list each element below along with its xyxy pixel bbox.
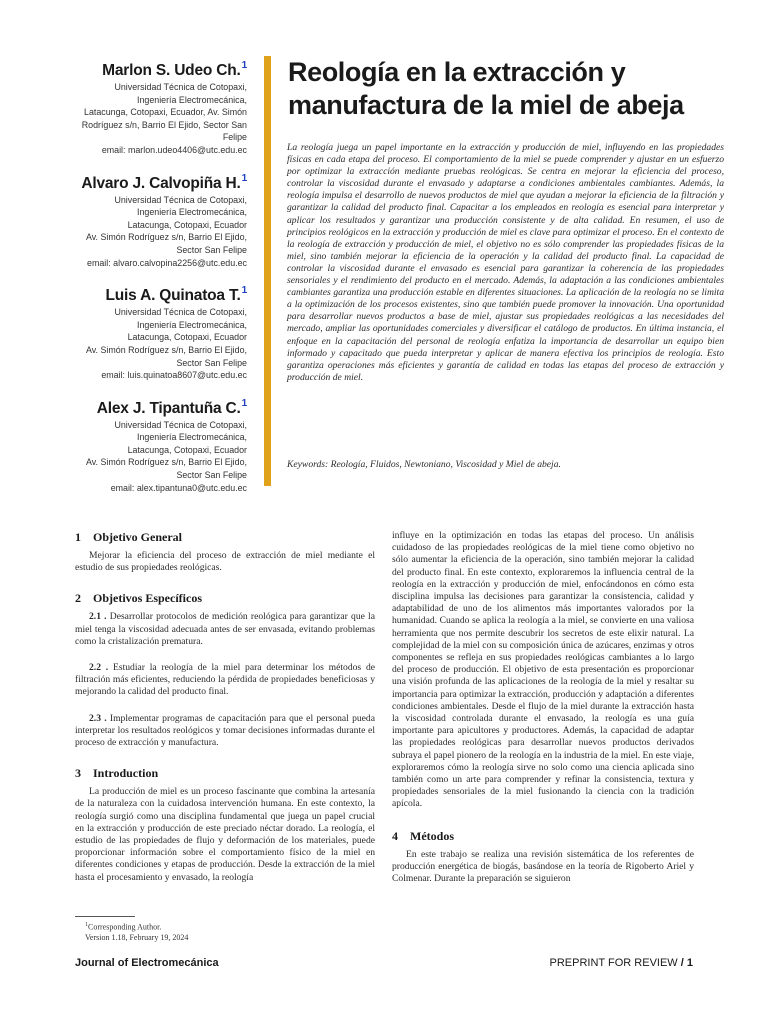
author-affiliation-line: Sector San Felipe (176, 470, 247, 481)
author-name: Alvaro J. Calvopiña H.$^1$ (81, 172, 247, 192)
section-paragraph: Mejorar la eficiencia del proceso de extracción de miel mediante el estudio de sus propiedades reológicas. (75, 550, 375, 574)
author-affiliation-line: Ingeniería Electromecánica, (136, 94, 247, 105)
author-affiliation-line: Felipe (222, 132, 247, 143)
author-affiliation-line: Sector San Felipe (176, 357, 247, 368)
objective-label: 2.2 . (89, 662, 109, 674)
left-column (75, 530, 375, 884)
abstract: La reología juega un papel importante en la extracción y producción de miel, influyendo en las propiedades físicas en cada etapa del proceso. El comportamiento de la miel se puede comprender y ajustar en un esfuerzo por optimizar la extracción mediante pruebas reológicas. Se centra en mejorar la eficiencia del proceso, controlar la viscosidad durante el envasado y adaptarse a condiciones ambientales cambiantes. Además, la reología impulsa el desarrollo de nuevos productos de miel que ayudan a mejorar la eficiencia de la filtración y garantizar la calidad del producto final. Capacitar a los empleados en reología es esencial para interpretar y aplicar los resultados y garantizar una producción consistente y de alta calidad. En resumen, el uso de principios reológicos en la extracción y producción de miel es clave para optimizar el proceso. En el contexto de la reología de extracción y producción de miel, el objetivo no es sólo comprender las propiedades físicas de la miel, sino también mejorar la eficiencia de la operación y la calidad del producto final. La capacidad de controlar la viscosidad durante el envasado es esencial para garantizar la coherencia de las propiedades sensoriales y el rendimiento del producto en el mercado. Además, la adaptación a las condiciones ambientales cambiantes garantiza una producción estable en diferentes situaciones. La aplicación de la reología no se limita a la optimización de los procesos existentes, sino que también puede promover la innovación. Una oportunidad para desarrollar nuevos productos a base de miel, ajustar sus propiedades reológicas a las necesidades del mercado, ampliar las oportunidades comerciales y diversificar el catálogo de productos. En última instancia, el enfoque en la capacitación del personal de reología enfatiza la importancia de desarrollar un equipo bien informado y capacitado que pueda interpretar y aplicar de manera efectiva los principios de reología. Esto garantiza operaciones más eficientes y garantía de calidad en todas las etapas del proceso de extracción y producción de miel. (287, 142, 724, 383)
authors-block (60, 56, 247, 506)
author-affiliation-line: Sector San Felipe (176, 244, 247, 255)
author-name: Marlon S. Udeo Ch.$^1$ (102, 60, 247, 79)
author-affiliation-line: Latacunga, Cotopaxi, Ecuador (127, 219, 247, 230)
page-status: PREPRINT FOR REVIEW / 1 (549, 957, 693, 969)
author-name: Alex J. Tipantuña C.$^1$ (96, 397, 247, 417)
author-footnote-mark[interactable]: 1 (241, 172, 247, 184)
author-entry (60, 394, 247, 495)
author-entry (60, 169, 247, 270)
author-footnote-mark[interactable]: 1 (241, 397, 247, 409)
author-affiliation-line: Universidad Técnica de Cotopaxi, (114, 419, 247, 430)
author-footnote-mark[interactable]: 1 (241, 285, 247, 297)
author-affiliation-line: Ingeniería Electromecánica, (136, 432, 247, 443)
author-name: Luis A. Quinatoa T.$^1$ (105, 285, 247, 305)
footnotes (75, 920, 375, 944)
right-column (392, 530, 694, 885)
footnote-version: Version 1.18, February 19, 2024 (85, 933, 189, 943)
section-paragraph: En este trabajo se realiza una revisión sistemática de los referentes de producción energética de biogás, basándose en la teoría de Rigoberto Ariel y Colmenar. Durante la preparación se siguieron (392, 848, 694, 885)
journal-name: Journal of Electromecánica (75, 957, 219, 969)
author-affiliation-line: Av. Simón Rodríguez s/n, Barrio El Ejido, (86, 457, 247, 468)
author-email[interactable]: email: alvaro.calvopina2256@utc.edu.ec (87, 257, 247, 268)
section-heading: 3 Introduction (75, 766, 159, 781)
author-affiliation-line: Universidad Técnica de Cotopaxi, (114, 307, 247, 318)
footnote-rule (75, 916, 135, 917)
author-affiliation-line: Latacunga, Cotopaxi, Ecuador (127, 332, 247, 343)
author-email[interactable]: email: marlon.udeo4406@utc.edu.ec (101, 144, 247, 155)
objective-item: 2.2 . Estudiar la reología de la miel para determinar los métodos de filtración más eficientes, reduciendo la pérdida de propiedades beneficiosas y mejorando la calidad del producto final. (75, 662, 376, 698)
keywords: Keywords: Reología, Fluidos, Newtoniano, Viscosidad y Miel de abeja. (287, 459, 561, 470)
author-affiliation-line: Rodríguez s/n, Barrio El Ejido, Sector San (81, 119, 247, 130)
section-heading: 1 Objetivo General (75, 530, 182, 544)
page-number: 1 (686, 957, 693, 969)
author-email[interactable]: email: luis.quinatoa8607@utc.edu.ec (101, 370, 247, 381)
author-affiliation-line: Latacunga, Cotopaxi, Ecuador, Av. Simón (84, 107, 247, 118)
author-footnote-mark[interactable]: 1 (241, 60, 247, 71)
author-entry (60, 281, 247, 382)
footnote-corresponding: $^1$Corresponding Author. (85, 922, 162, 932)
author-affiliation-line: Latacunga, Cotopaxi, Ecuador (127, 444, 247, 455)
author-affiliation-line: Ingeniería Electromecánica, (136, 319, 247, 330)
section-paragraph: La producción de miel es un proceso fascinante que combina la artesanía de la naturaleza con la cuidadosa intervención humana. En este contexto, la reología surgió como una disciplina fundamental que juega un papel crucial en la extracción y producción de este preciado néctar dorado. La reología, el estudio de las propiedades de flujo y deformación de los materiales, puede proporcionar información sobre el comportamiento físico de la miel en diferentes condiciones y etapas de producción. Desde la extracción de la miel hasta el procesamiento y envasado, la reología (75, 786, 375, 883)
author-affiliation-line: Av. Simón Rodríguez s/n, Barrio El Ejido, (86, 344, 247, 355)
accent-vertical-rule (264, 56, 271, 486)
paper-title: Reología en la extracción y manufactura de la miel de abeja (288, 57, 684, 120)
author-affiliation-line: Universidad Técnica de Cotopaxi, (114, 82, 247, 92)
objective-item: 2.1 . Desarrollar protocolos de medición reológica para garantizar que la miel tenga la viscosidad adecuada antes de ser envasada, evitando problemas como la cristalización prematura. (75, 611, 375, 647)
objective-item: 2.3 . Implementar programas de capacitación para que el personal pueda interpretar los resultados reológicos y tomar decisiones informadas durante el proceso de extracción y manufactura. (75, 712, 375, 749)
author-affiliation-line: Universidad Técnica de Cotopaxi, (114, 194, 247, 205)
author-affiliation-line: Av. Simón Rodríguez s/n, Barrio El Ejido, (86, 232, 247, 243)
author-affiliation-line: Ingeniería Electromecánica, (136, 207, 247, 218)
objective-label: 2.1 . (89, 611, 107, 623)
section-heading: 4 Métodos (392, 828, 454, 843)
objective-label: 2.3 . (89, 712, 107, 724)
author-email[interactable]: email: alex.tipantuna0@utc.edu.ec (110, 482, 247, 493)
author-entry (60, 56, 247, 157)
section-heading: 2 Objetivos Específicos (75, 591, 202, 606)
section-paragraph: influye en la optimización en todas las etapas del proceso. Un análisis cuidadoso de las propiedades reológicas de la miel tiene como objetivo no sólo aumentar la eficiencia de la operación, sino también mejorar la calidad del producto final. En este contexto, exploraremos la influencia central de la reología en la extracción y producción de miel, enfocándonos en cómo esta disciplina impulsa las decisiones para garantizar la consistencia, calidad y adaptabilidad de uno de los alimentos más importantes valorados por la humanidad. Cuando se aplica la reología a la miel, se convierte en una valiosa herramienta que nos permite descubrir los secretos de este elixir natural. La complejidad de la miel con su composición única de azúcares, enzimas y otros componentes se refleja en sus propiedades reológicas cambiantes a lo largo del proceso de producción. El objetivo de esta presentación es proporcionar una visión profunda de las aplicaciones de la reología de la miel y resaltar su importancia para optimizar la extracción, producción y adaptación a diferentes condiciones ambientales. Desde el flujo de la miel durante la extracción hasta la viscosidad controlada durante el envasado, la reología es una guía importante para apicultores y productores. Además, la capacidad de adaptar las propiedades reológicas para desarrollar nuevos productos derivados subraya el papel pionero de la reología en la industria de la miel. En este viaje, exploraremos cómo la reología sirve no solo como una ciencia aplicada sino también como un arte para comprender y refinar la consistencia, textura y propiedades sensoriales de la miel fusionando la ciencia con la tradición apícola. (392, 530, 694, 810)
